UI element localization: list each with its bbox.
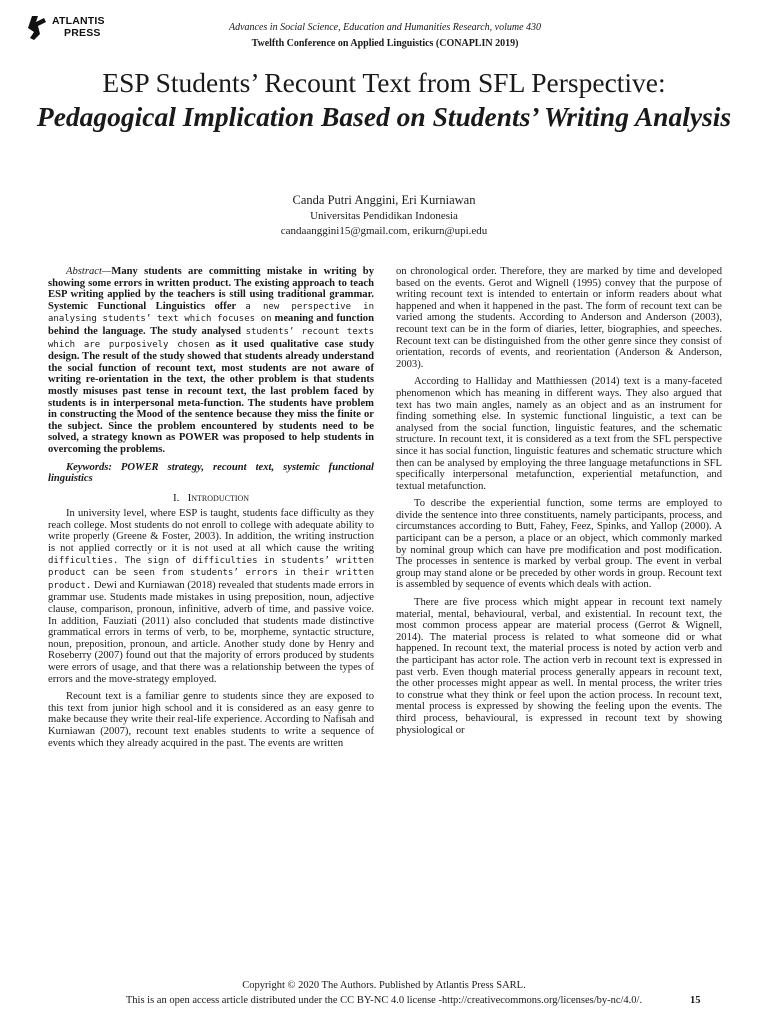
paper-title: ESP Students’ Recount Text from SFL Perspective:: [102, 67, 666, 98]
atlantis-figure-icon: [24, 14, 50, 42]
abstract-text-3: as it used qualitative case study design. The result of the study showed that students already understand the social function of recount text, most students are not aware of writing re-orientation in the text, the other problem is that students mostly misuses past tense in recount text, the last problem faced by students is in interpersonal meta-function. The students have problem in constructing the Mood of the sentence because they miss the finite or the subject. Since the problem encountered by students need to be solved, a strategy known as POWER was proposed to help students in overcoming the problems.: [48, 338, 374, 455]
footer-copyright: Copyright © 2020 The Authors. Published by Atlantis Press SARL.: [242, 980, 526, 991]
intro-p1-handwritten: difficulties. The sign of difficulties in students’ written product can be seen from students’ errors in their written product.: [48, 555, 374, 591]
paper-authors: Canda Putri Anggini, Eri Kurniawan: [292, 193, 476, 207]
keywords-paragraph: [48, 462, 374, 485]
intro-paragraph-1: [48, 508, 374, 685]
abstract-handwritten-2: students’ recount texts which are purposively chosen: [48, 326, 374, 350]
right-paragraph-4: There are five process which might appear in recount text namely material, mental, behavioural, verbal, and existential. In recount text, the most common process appear are material process (Gerrot & Wignell, 2014). The material process is related to what someone did or what happened. In recount text, the material process is noted by action verb and the participant has actor role. The action verb in recount text is expressed in past verb. Even though material process generally appears in recount text, the other processes might appear as well. In mental process, the writer tries to construe what they think or feel upon the action process. In recount text, mental process is expressed by showing the feeling upon the events. The third process, behavioural, is expressed in recount text by showing physiological or: [396, 597, 722, 736]
logo-text-press: PRESS: [64, 27, 101, 39]
right-paragraph-3: To describe the experiential function, some terms are employed to divide the sentence into three constituents, namely participants, process, and circumstances according to Butt, Fahey, Feez, Spinks, and Yallop (2000). A participant can be a person, a place or an object, which commonly marked by nominal group which can have pre modification and post modification. The processes in sentence is marked by verbal group. The event in verbal group may stand alone or be preceded by other words in group. Recount text is assembled by sequence of events which deals with action.: [396, 498, 722, 591]
keywords-label: Keywords:: [66, 461, 112, 473]
abstract-handwritten-1: a new perspective in analysing students’ text which focuses on: [48, 301, 374, 325]
footer-license: This is an open access article distributed under the CC BY-NC 4.0 license -http://creativecommons.org/licenses/by-nc/4.0/.: [125, 995, 643, 1006]
logo-text-atlantis: ATLANTIS: [52, 15, 105, 27]
paper-emails: candaanggini15@gmail.com, erikurn@upi.edu: [280, 225, 488, 237]
conference-running-head: Twelfth Conference on Applied Linguistics (CONAPLIN 2019): [251, 38, 519, 49]
keywords-text: POWER strategy, recount text, systemic functional linguistics: [48, 461, 374, 485]
journal-running-head: Advances in Social Science, Education and Humanities Research, volume 430: [228, 22, 542, 33]
abstract-label: Abstract—: [66, 266, 112, 277]
left-column: [48, 266, 374, 755]
page-number: 15: [690, 995, 701, 1006]
paper-subtitle: Pedagogical Implication Based on Students’ Writing Analysis: [36, 101, 732, 132]
abstract-paragraph: [48, 266, 374, 456]
publisher-logo: [24, 14, 124, 44]
section-title: Introduction: [187, 491, 250, 504]
paper-affiliation: Universitas Pendidikan Indonesia: [310, 210, 458, 222]
intro-p1-text-1: In university level, where ESP is taught, students face difficulty as they reach college. Most students do not enroll to college with adequate ability to write properly (Greene & Foster, 2003). In addition, the writing instruction is not applied correctly or it is not used at all which cause the writing: [48, 508, 374, 555]
right-paragraph-2: According to Halliday and Matthiessen (2014) text is a many-faceted phenomenon which has meaning in different ways. They also argued that text has two main angles, namely as an object and as an instrument for finding something else. In systemic functional linguistic, a text can be analysed from the social function, linguistic features, and the schematic structure. In recount text, it is considered as a text from the SFL perspective since it has social function, linguistic features and schematic structure which then can be analysed by employing the three language metafunctions in SFL specifically interpersonal metafunction, experiential metafunction, and textual metafunction.: [396, 376, 722, 492]
intro-paragraph-2: Recount text is a familiar genre to students since they are exposed to this text from junior high school and it is considered as an easy genre to make because they write their real-life experience. According to Nafisah and Kurniawan (2007), recount text enables students to write a sequence of events which they already acquired in the past. The events are written: [48, 691, 374, 749]
intro-p1-text-2: Dewi and Kurniawan (2018) revealed that students made errors in grammar use. Students made mistakes in using preposition, noun, adjective clause, comparison, pronoun, infinitive, adverb of time, and passive voice. In addition, Fauziati (2011) also concluded that students made distinctive grammatical errors in terms of verb, to be, morpheme, syntactic structure, noun, preposition, pronoun, and article. Another study done by Henry and Roseberry (2007) found out that the majority of errors produced by students were errors of usage, and that there was a relationship between the types of errors and the move-strategy employed.: [48, 579, 374, 685]
abstract-text-1: Many students are committing mistake in writing by showing some errors in written product. The existing approach to teach ESP writing applied by the teachers is still using traditional grammar. Systemic Functional Linguistics offer: [48, 266, 374, 312]
right-paragraph-1: on chronological order. Therefore, they are marked by time and developed based on the events. Gerot and Wignell (1995) convey that the purpose of writing recount text is intended to entertain or inform readers about what happened and when it happened in the past. The form of recount text can be varied among the students. According to Anderson and Anderson (2003), recount text can be in the form of diaries, letter, biographies, and speeches. Recount text can be distinguished from the other genre since they consist of orientation, records of events, and reorientation (Anderson & Anderson, 2003).: [396, 266, 722, 370]
paper-title-block: [30, 66, 738, 134]
abstract-text-2: meaning and function behind the language. The study analysed: [48, 313, 374, 337]
right-column: [396, 266, 722, 742]
section-heading-introduction: [48, 493, 374, 505]
section-number: I.: [172, 491, 180, 504]
